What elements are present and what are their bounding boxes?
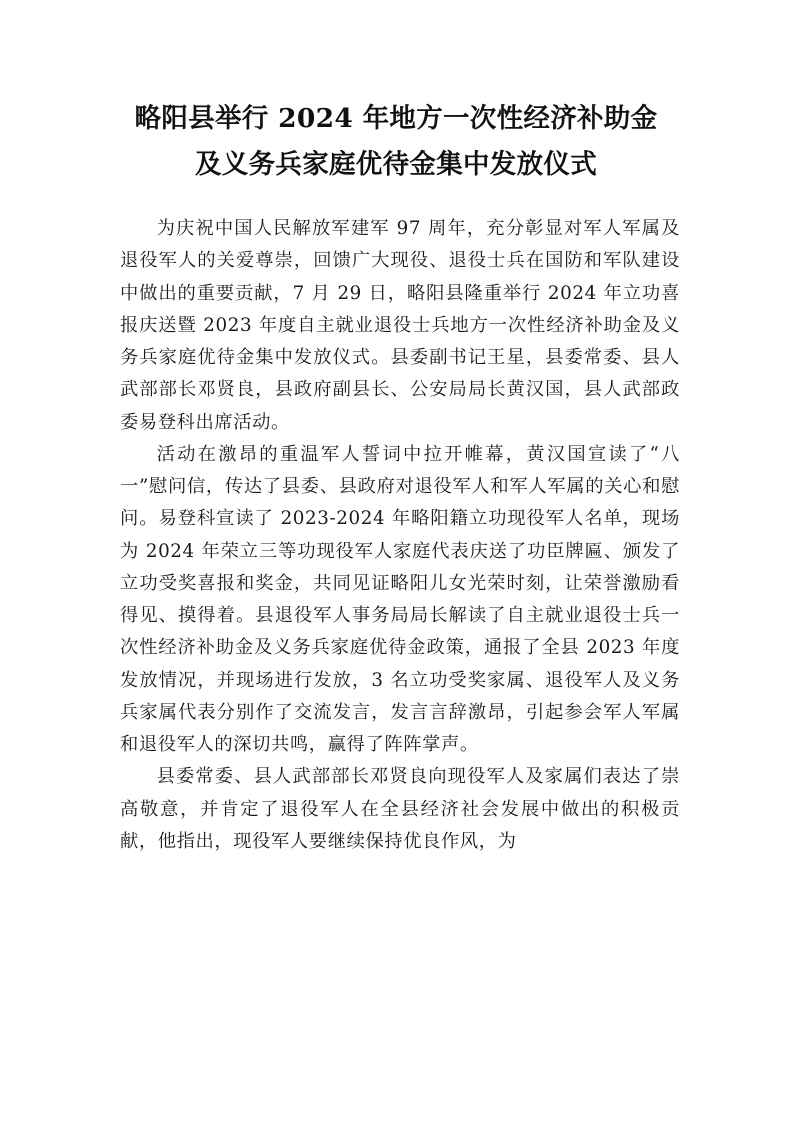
paragraph-3: 县委常委、县人武部部长邓贤良向现役军人及家属们表达了崇高敬意，并肯定了退役军人在全县经济社会发展中做出的积极贡献，他指出，现役军人要继续保持优良作风，为 (120, 766, 680, 852)
title-line-1: 略阳县举行 2024 年地方一次性经济补助金 (134, 103, 658, 134)
paragraph-1: 为庆祝中国人民解放军建军 97 周年，充分彰显对军人军属及退役军人的关爱尊崇，回馈广大现役、退役士兵在国防和军队建设中做出的重要贡献，7 月 29 日，略阳县隆重举行 2024 年立功喜报庆送暨 2023 年度自主就业退役士兵地方一次性经济补助金及义务兵家庭优待金集中发放仪式。县委副书记王星，县委常委、县人武部部长邓贤良，县政府副县长、公安局局长黄汉国，县人武部政委易登科出席活动。 (120, 218, 680, 433)
document-title (100, 96, 692, 188)
title-line-2: 及义务兵家庭优待金集中发放仪式 (195, 149, 597, 180)
document-body (120, 213, 680, 858)
paragraph-2: 活动在激昂的重温军人誓词中拉开帷幕，黄汉国宣读了“八一”慰问信，传达了县委、县政府对退役军人和军人军属的关心和慰问。易登科宣读了 2023-2024 年略阳籍立功现役军人名单，现场为 2024 年荣立三等功现役军人家庭代表庆送了功臣牌匾、颁发了立功受奖喜报和奖金，共同见证略阳儿女光荣时刻，让荣誉激励看得见、摸得着。县退役军人事务局局长解读了自主就业退役士兵一次性经济补助金及义务兵家庭优待金政策，通报了全县 2023 年度发放情况，并现场进行发放，3 名立功受奖家属、退役军人及义务兵家属代表分别作了交流发言，发言言辞激昂，引起参会军人军属和退役军人的深切共鸣，赢得了阵阵掌声。 (120, 443, 680, 755)
